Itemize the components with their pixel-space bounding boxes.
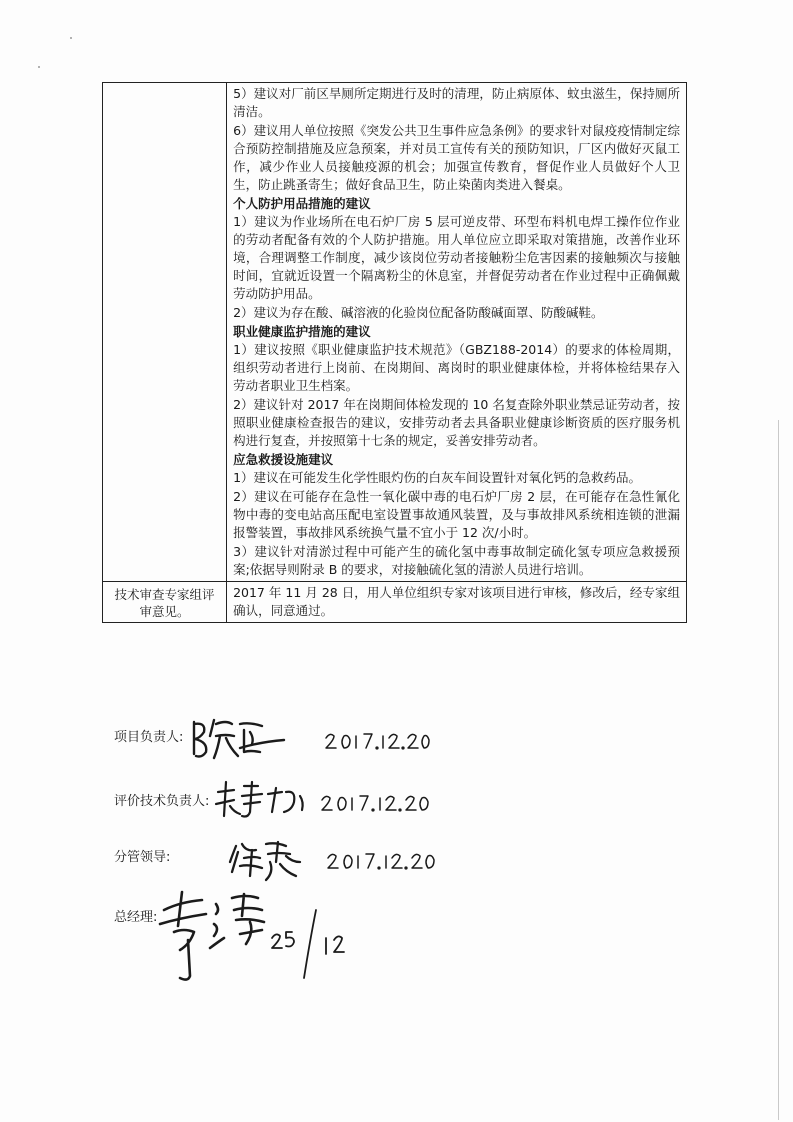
measures-row (103, 83, 687, 582)
emergency-paragraph: 2）建议在可能存在急性一氧化碳中毒的电石炉厂房 2 层，在可能存在急性氰化物中毒的变电站高压配电室设置事故通风装置，及与事故排风系统相连锁的泄漏报警装置，事故排风系统换气量不宜小于 12 次/小时。 (233, 489, 680, 540)
health-monitoring-paragraph: 2）建议针对 2017 年在岗期间体检发现的 10 名复查除外职业禁忌证劳动者，按照职业健康检查报告的建议，安排劳动者去具备职业健康诊断资质的医疗服务机构进行复查，并按照第十七条的规定，妥善安排劳动者。 (233, 397, 680, 448)
ppe-paragraph: 1）建议为作业场所在电石炉厂房 5 层可逆皮带、环型布料机电焊工操作位作业的劳动者配备有效的个人防护措施。用人单位应立即采取对策措施，改善作业环境，合理调整工作制度，减少该岗位劳动者接触粉尘危害因素的接触频次与接触时间，宜就近设置一个隔离粉尘的休息室，并督促劳动者在作业过程中正确佩戴劳动防护用品。 (233, 214, 680, 301)
tech-lead-label: 评价技术负责人: (114, 794, 210, 809)
recommendations-table (102, 82, 687, 623)
measures-label-cell (103, 83, 227, 582)
gm-signature (150, 880, 390, 990)
review-row (103, 582, 687, 623)
scan-speck (70, 37, 72, 39)
review-opinion-text: 2017 年 11 月 28 日，用人单位组织专家对该项目进行审核，修改后，经专家组确认，同意通过。 (233, 585, 680, 618)
section-heading-health-monitoring: 职业健康监护措施的建议 (233, 324, 371, 339)
tech-lead-signature (210, 772, 450, 828)
emergency-paragraph: 3）建议针对清淤过程中可能产生的硫化氢中毒事故制定硫化氢专项应急救援预案;依据导则附录 B 的要求，对接触硫化氢的清淤人员进行培训。 (233, 544, 680, 577)
project-lead-signature (180, 706, 430, 766)
scan-speck (38, 66, 40, 68)
emergency-paragraph: 1）建议在可能发生化学性眼灼伤的白灰车间设置针对氧化钙的急救药品。 (233, 470, 642, 485)
ppe-paragraph: 2）建议为存在酸、碱溶液的化验岗位配备防酸碱面罩、防酸碱鞋。 (233, 305, 604, 320)
health-monitoring-paragraph: 1）建议按照《职业健康监护技术规范》（GBZ188-2014）的要求的体检周期，组织劳动者进行上岗前、在岗期间、离岗时的职业健康体检，并将体检结果存入劳动者职业卫生档案。 (233, 342, 680, 393)
project-lead-label: 项目负责人: (114, 730, 184, 745)
measures-content-cell (227, 83, 687, 582)
section-heading-emergency: 应急救援设施建议 (233, 452, 334, 467)
measure-paragraph: 5）建议对厂前区旱厕所定期进行及时的清理，防止病原体、蚊虫滋生，保持厕所清洁。 (233, 86, 680, 119)
scan-edge-line (778, 420, 779, 1120)
review-content-cell (227, 582, 687, 623)
review-label-cell: 技术审查专家组评审意见。 (103, 582, 227, 623)
gm-label: 总经理: (114, 910, 158, 925)
supervisor-label: 分管领导: (114, 850, 171, 865)
section-heading-ppe: 个人防护用品措施的建议 (233, 196, 371, 211)
measure-paragraph: 6）建议用人单位按照《突发公共卫生事件应急条例》的要求针对鼠疫疫情制定综合预防控制措施及应急预案，并对员工宣传有关的预防知识，厂区内做好灭鼠工作，减少作业人员接触疫源的机会；加强宣传教育，督促作业人员做好个人卫生，防止跳蚤寄生；做好食品卫生，防止染菌肉类进入餐桌。 (233, 123, 680, 192)
